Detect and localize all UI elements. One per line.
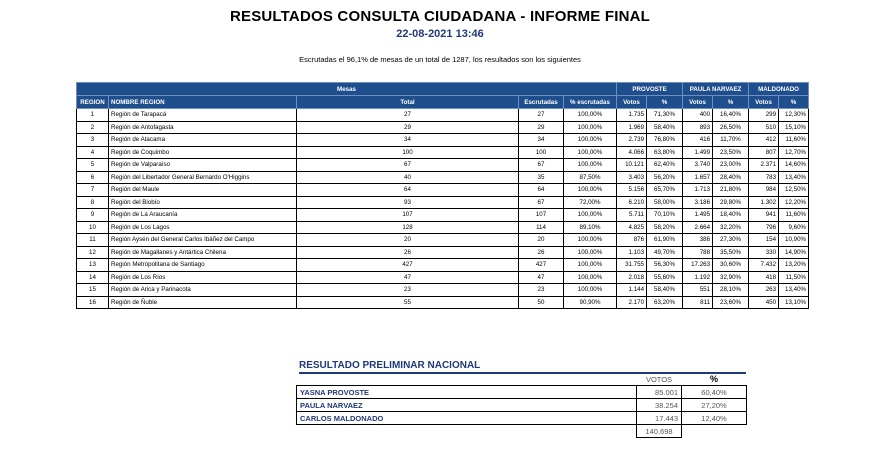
narvaez-votes: 416 [683,134,713,147]
table-row [77,196,809,209]
provoste-pct: 58,00% [647,196,683,209]
candidate-pct: 12,40% [682,412,747,425]
report-title: RESULTADOS CONSULTA CIUDADANA - INFORME FINAL [229,8,651,25]
mesas-escrutadas: 20 [519,234,564,247]
region-name: Región de Los Lagos [109,221,297,234]
pct-escrutadas: 100,00% [564,259,617,272]
maldonado-votes: 330 [749,246,779,259]
column-header: Votos [749,96,779,109]
mesas-total: 20 [297,234,519,247]
maldonado-pct: 11,60% [779,134,809,147]
national-row [297,399,747,412]
provoste-votes: 1.735 [617,109,647,122]
narvaez-votes: 1.495 [683,209,713,222]
maldonado-votes: 510 [749,121,779,134]
provoste-votes: 5.156 [617,184,647,197]
provoste-votes: 31.755 [617,259,647,272]
candidate-pct: 60,40% [682,386,747,399]
regional-results-table [76,82,809,309]
group-header-row [77,83,809,96]
mesas-total: 67 [297,159,519,172]
maldonado-pct: 12,20% [779,196,809,209]
narvaez-pct: 28,40% [713,171,749,184]
narvaez-votes: 788 [683,246,713,259]
pct-escrutadas: 100,00% [564,284,617,297]
region-number: 10 [77,221,109,234]
maldonado-pct: 13,20% [779,259,809,272]
maldonado-votes: 263 [749,284,779,297]
region-number: 14 [77,271,109,284]
national-results-table [296,373,747,438]
pct-escrutadas: 87,50% [564,171,617,184]
pct-escrutadas: 72,00% [564,196,617,209]
provoste-pct: 62,40% [647,159,683,172]
region-name: Región de Arica y Parinacota [109,284,297,297]
report-date: 22-08-2021 13:46 [396,28,484,40]
provoste-pct: 49,70% [647,246,683,259]
national-total-votes: 140.698 [637,425,682,438]
maldonado-votes: 418 [749,271,779,284]
mesas-total: 27 [297,109,519,122]
column-header: Votos [617,96,647,109]
group-header-provoste: PROVOSTE [617,83,683,96]
candidate-votes: 38.254 [637,399,682,412]
region-name: Región del Maule [109,184,297,197]
narvaez-pct: 30,60% [713,259,749,272]
mesas-total: 55 [297,296,519,309]
column-header: % [779,96,809,109]
provoste-votes: 6.210 [617,196,647,209]
provoste-pct: 58,20% [647,221,683,234]
region-name: Región de Antofagasta [109,121,297,134]
table-row [77,171,809,184]
votos-header: VOTOS [645,374,673,384]
region-name: Región de Coquimbo [109,146,297,159]
mesas-total: 100 [297,146,519,159]
narvaez-pct: 32,90% [713,271,749,284]
provoste-pct: 65,70% [647,184,683,197]
provoste-pct: 56,20% [647,171,683,184]
pct-escrutadas: 100,00% [564,146,617,159]
mesas-total: 34 [297,134,519,147]
provoste-pct: 56,30% [647,259,683,272]
provoste-pct: 61,90% [647,234,683,247]
provoste-votes: 1.144 [617,284,647,297]
narvaez-votes: 893 [683,121,713,134]
mesas-escrutadas: 64 [519,184,564,197]
mesas-escrutadas: 50 [519,296,564,309]
column-header: % [647,96,683,109]
mesas-total: 128 [297,221,519,234]
maldonado-votes: 1.302 [749,196,779,209]
region-number: 3 [77,134,109,147]
narvaez-votes: 17.263 [683,259,713,272]
group-header-narvaez: PAULA NARVAEZ [683,83,749,96]
provoste-votes: 5.711 [617,209,647,222]
table-row [77,121,809,134]
maldonado-pct: 9,60% [779,221,809,234]
pct-escrutadas: 100,00% [564,134,617,147]
provoste-pct: 55,60% [647,271,683,284]
narvaez-votes: 400 [683,109,713,122]
pct-escrutadas: 100,00% [564,271,617,284]
mesas-escrutadas: 23 [519,284,564,297]
region-name: Región de Valparaíso [109,159,297,172]
region-name: Región del Libertador General Bernardo O'Higgins [109,171,297,184]
table-row [77,259,809,272]
maldonado-pct: 14,90% [779,246,809,259]
maldonado-pct: 11,60% [779,209,809,222]
mesas-escrutadas: 427 [519,259,564,272]
region-number: 13 [77,259,109,272]
mesas-escrutadas: 29 [519,121,564,134]
candidate-pct: 27,20% [682,399,747,412]
narvaez-pct: 23,00% [713,159,749,172]
table-row [77,284,809,297]
mesas-total: 40 [297,171,519,184]
narvaez-votes: 1.192 [683,271,713,284]
narvaez-votes: 2.664 [683,221,713,234]
mesas-escrutadas: 114 [519,221,564,234]
region-number: 4 [77,146,109,159]
mesas-total: 107 [297,209,519,222]
region-number: 8 [77,196,109,209]
column-header: Votos [683,96,713,109]
narvaez-votes: 1.713 [683,184,713,197]
maldonado-votes: 450 [749,296,779,309]
candidate-name: CARLOS MALDONADO [297,412,637,425]
maldonado-pct: 13,10% [779,296,809,309]
maldonado-votes: 154 [749,234,779,247]
column-header: Escrutadas [519,96,564,109]
table-row [77,134,809,147]
column-header: REGION [77,96,109,109]
region-name: Región del Biobío [109,196,297,209]
region-name: Región Metropolitana de Santiago [109,259,297,272]
region-name: Región de Tarapacá [109,109,297,122]
pct-escrutadas: 100,00% [564,159,617,172]
provoste-votes: 4.066 [617,146,647,159]
region-number: 16 [77,296,109,309]
region-name: Región de Los Ríos [109,271,297,284]
mesas-total: 47 [297,271,519,284]
maldonado-pct: 13,40% [779,284,809,297]
candidate-votes: 17.443 [637,412,682,425]
pct-escrutadas: 100,00% [564,184,617,197]
region-name: Región de Atacama [109,134,297,147]
pct-escrutadas: 100,00% [564,121,617,134]
column-header: % escrutadas [564,96,617,109]
region-name: Región de Ñuble [109,296,297,309]
pct-escrutadas: 89,10% [564,221,617,234]
mesas-escrutadas: 100 [519,146,564,159]
mesas-escrutadas: 34 [519,134,564,147]
region-name: Región de La Araucanía [109,209,297,222]
narvaez-votes: 3.186 [683,196,713,209]
maldonado-pct: 11,50% [779,271,809,284]
maldonado-votes: 807 [749,146,779,159]
group-header-maldonado: MALDONADO [749,83,809,96]
provoste-votes: 10.121 [617,159,647,172]
column-header: NOMBRE REGION [109,96,297,109]
maldonado-votes: 2.371 [749,159,779,172]
provoste-votes: 2.739 [617,134,647,147]
table-row [77,234,809,247]
table-row [77,271,809,284]
mesas-escrutadas: 27 [519,109,564,122]
provoste-pct: 71,30% [647,109,683,122]
maldonado-pct: 10,90% [779,234,809,247]
narvaez-pct: 28,10% [713,284,749,297]
maldonado-votes: 412 [749,134,779,147]
maldonado-pct: 12,30% [779,109,809,122]
national-row [297,412,747,425]
maldonado-pct: 12,50% [779,184,809,197]
table-row [77,246,809,259]
table-row [77,209,809,222]
narvaez-pct: 35,50% [713,246,749,259]
table-row [77,221,809,234]
report-subtitle: Escrutadas el 96,1% de mesas de un total de 1287, los resultados son los siguientes [299,55,581,64]
mesas-total: 23 [297,284,519,297]
column-header: Total [297,96,519,109]
provoste-votes: 1.103 [617,246,647,259]
provoste-votes: 3.403 [617,171,647,184]
narvaez-pct: 16,40% [713,109,749,122]
narvaez-pct: 26,50% [713,121,749,134]
provoste-pct: 76,80% [647,134,683,147]
provoste-votes: 4.825 [617,221,647,234]
mesas-total: 26 [297,246,519,259]
region-number: 5 [77,159,109,172]
provoste-pct: 58,40% [647,121,683,134]
mesas-escrutadas: 67 [519,196,564,209]
pct-header: % [709,374,718,384]
narvaez-votes: 386 [683,234,713,247]
pct-escrutadas: 100,00% [564,109,617,122]
narvaez-pct: 23,50% [713,146,749,159]
narvaez-votes: 811 [683,296,713,309]
candidate-votes: 85.001 [637,386,682,399]
mesas-total: 93 [297,196,519,209]
narvaez-pct: 27,30% [713,234,749,247]
provoste-votes: 2.170 [617,296,647,309]
narvaez-pct: 23,60% [713,296,749,309]
region-name: Región de Magallanes y Antártica Chilena [109,246,297,259]
maldonado-pct: 14,60% [779,159,809,172]
region-number: 2 [77,121,109,134]
mesas-total: 29 [297,121,519,134]
provoste-pct: 63,80% [647,146,683,159]
mesas-escrutadas: 35 [519,171,564,184]
region-number: 1 [77,109,109,122]
national-results-title: RESULTADO PRELIMINAR NACIONAL [299,360,746,374]
maldonado-votes: 984 [749,184,779,197]
region-number: 12 [77,246,109,259]
provoste-votes: 1.969 [617,121,647,134]
pct-escrutadas: 100,00% [564,246,617,259]
region-number: 11 [77,234,109,247]
region-number: 15 [77,284,109,297]
mesas-total: 64 [297,184,519,197]
narvaez-pct: 29,80% [713,196,749,209]
narvaez-pct: 18,40% [713,209,749,222]
maldonado-votes: 941 [749,209,779,222]
mesas-escrutadas: 47 [519,271,564,284]
column-header: % [713,96,749,109]
maldonado-votes: 796 [749,221,779,234]
pct-escrutadas: 100,00% [564,209,617,222]
maldonado-votes: 7.432 [749,259,779,272]
table-row [77,146,809,159]
narvaez-votes: 1.657 [683,171,713,184]
provoste-pct: 58,40% [647,284,683,297]
maldonado-votes: 299 [749,109,779,122]
region-number: 6 [77,171,109,184]
national-header-row [297,373,747,386]
region-number: 7 [77,184,109,197]
mesas-escrutadas: 67 [519,159,564,172]
candidate-name: PAULA NARVAEZ [297,399,637,412]
column-header-row [77,96,809,109]
narvaez-votes: 1.499 [683,146,713,159]
table-row [77,296,809,309]
maldonado-pct: 12,70% [779,146,809,159]
table-row [77,184,809,197]
narvaez-pct: 32,20% [713,221,749,234]
national-total-row [297,425,747,438]
region-number: 9 [77,209,109,222]
mesas-total: 427 [297,259,519,272]
provoste-pct: 70,10% [647,209,683,222]
pct-escrutadas: 100,00% [564,234,617,247]
region-name: Región Aysén del General Carlos Ibáñez del Campo [109,234,297,247]
narvaez-votes: 3.740 [683,159,713,172]
candidate-name: YASNA PROVOSTE [297,386,637,399]
group-header-mesas: Mesas [77,83,617,96]
national-row [297,386,747,399]
provoste-votes: 2.018 [617,271,647,284]
narvaez-votes: 551 [683,284,713,297]
mesas-escrutadas: 26 [519,246,564,259]
provoste-votes: 876 [617,234,647,247]
narvaez-pct: 11,70% [713,134,749,147]
table-row [77,109,809,122]
table-row [77,159,809,172]
mesas-escrutadas: 107 [519,209,564,222]
maldonado-pct: 15,10% [779,121,809,134]
maldonado-votes: 783 [749,171,779,184]
maldonado-pct: 13,40% [779,171,809,184]
pct-escrutadas: 90,90% [564,296,617,309]
provoste-pct: 63,20% [647,296,683,309]
narvaez-pct: 21,80% [713,184,749,197]
